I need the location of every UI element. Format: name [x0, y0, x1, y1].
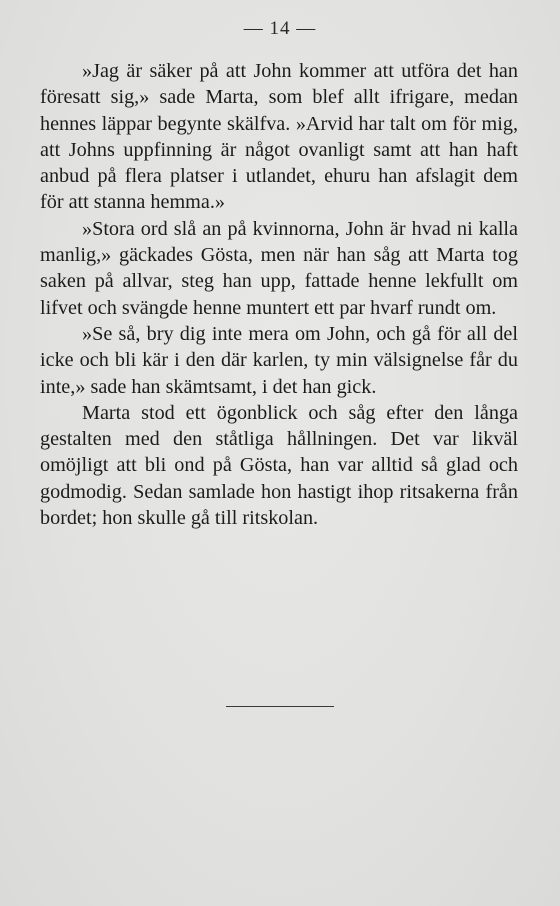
- page-number: — 14 —: [243, 18, 317, 39]
- paragraph: »Jag är säker på att John kommer att utföra det han föresatt sig,» sade Marta, som blef allt ifrigare, medan hennes läppar begynte skälfva. »Arvid har talt om för mig, att Johns uppfinning är något ovanligt samt att han haft anbud på flera platser i utlandet, ehuru han afslagit dem för att stanna hemma.»: [40, 60, 518, 214]
- paragraph: »Stora ord slå an på kvinnorna, John är hvad ni kalla manlig,» gäckades Gösta, men när han såg att Marta tog saken på allvar, steg han upp, fattade henne lekfullt om lifvet och svängde henne muntert ett par hvarf rundt om.: [40, 217, 518, 319]
- paragraph: Marta stod ett ögonblick och såg efter den långa gestalten med den ståtliga hållningen. Det var likväl omöjligt att bli ond på Gösta, han var alltid så glad och godmodig. Sedan samlade hon hastigt ihop ritsakerna från bordet; hon skulle gå till ritskolan.: [40, 401, 518, 530]
- body-text: [40, 58, 518, 531]
- section-end-rule: [226, 706, 334, 707]
- paragraph: »Se så, bry dig inte mera om John, och gå för all del icke och bli kär i den där karlen, ty min välsignelse får du inte,» sade han skämtsamt, i det han gick.: [40, 322, 518, 398]
